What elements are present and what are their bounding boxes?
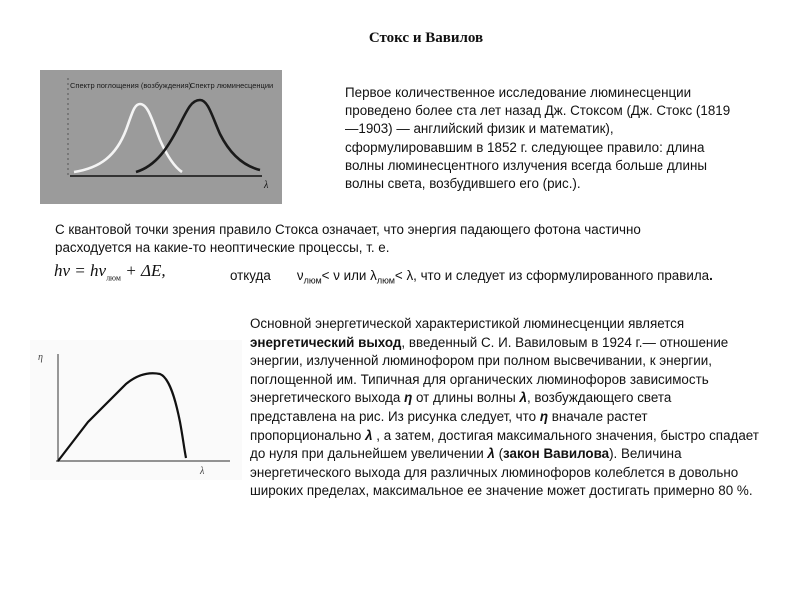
luminescence-label: Спектр люминесценции: [190, 81, 274, 90]
paragraph-quantum-view: С квантовой точки зрения правило Стокса означает, что энергия падающего фотона частично расходуется на какие-то неоптические процессы, т. е.: [55, 222, 641, 256]
formula-rhs: + ΔE,: [121, 261, 166, 280]
stokes-spectra-figure: [40, 70, 282, 204]
conclusion-sub2: люм: [376, 275, 395, 286]
absorption-label: Спектр поглощения (возбуждения): [70, 81, 192, 90]
conclusion-dot: .: [709, 268, 713, 283]
figure2-background: [30, 340, 242, 480]
conclusion-nu: ν: [296, 268, 304, 283]
formula-lhs: hν = hν: [54, 261, 107, 280]
formula-subscript: люм: [106, 273, 121, 283]
term-energy-yield: энергетический выход: [250, 334, 402, 350]
conclusion-sub1: люм: [303, 275, 322, 286]
figure-background: [40, 70, 282, 204]
paragraph-vavilov: Основной энергетической характеристикой люминесценции является энергетический выход, введенный С. И. Вавиловым в 1924 г.— отношение энергии, излученной люминофором при полном высвечивании, к энергии, поглощенной им. Типичная для органических люминофоров зависимость энергетического выхода η от длины волны λ, возбуждающего света представлена на рис. Из рисунка следует, что η вначале растет пропорционально λ , а затем, достигая максимального значения, быстро спадает до нуля при дальнейшем увеличении λ (закон Вавилова). Величина энергетического выхода для различных люминофоров колеблется в довольно широких пределах, максимальное ее значение может достигать примерно 80 %.: [250, 316, 759, 499]
x-axis-label: λ: [264, 180, 269, 191]
figure2-x-label: λ: [200, 466, 205, 477]
stokes-formula: [54, 261, 204, 287]
term-vavilov-law: закон Вавилова: [503, 446, 610, 462]
paragraph-stokes-rule: Первое количественное исследование люминесценции проведено более ста лет назад Дж. Стоксом (Дж. Стокс (1819—1903) — английский физик и математик), сформулировавшим в 1852 г. следующее правило: длина волны люминесцентного излучения всегда больше длины волны света, возбудившего его (рис.).: [345, 85, 731, 192]
conclusion-word: откуда: [230, 268, 271, 283]
conclusion-mid: < ν или λ: [321, 268, 377, 283]
page-title: Стокс и Вавилов: [368, 30, 484, 46]
energy-yield-figure: [30, 340, 242, 480]
formula-conclusion: [230, 267, 770, 290]
figure2-y-label: η: [38, 352, 43, 363]
conclusion-end: < λ, что и следует из сформулированного правила: [394, 268, 710, 283]
